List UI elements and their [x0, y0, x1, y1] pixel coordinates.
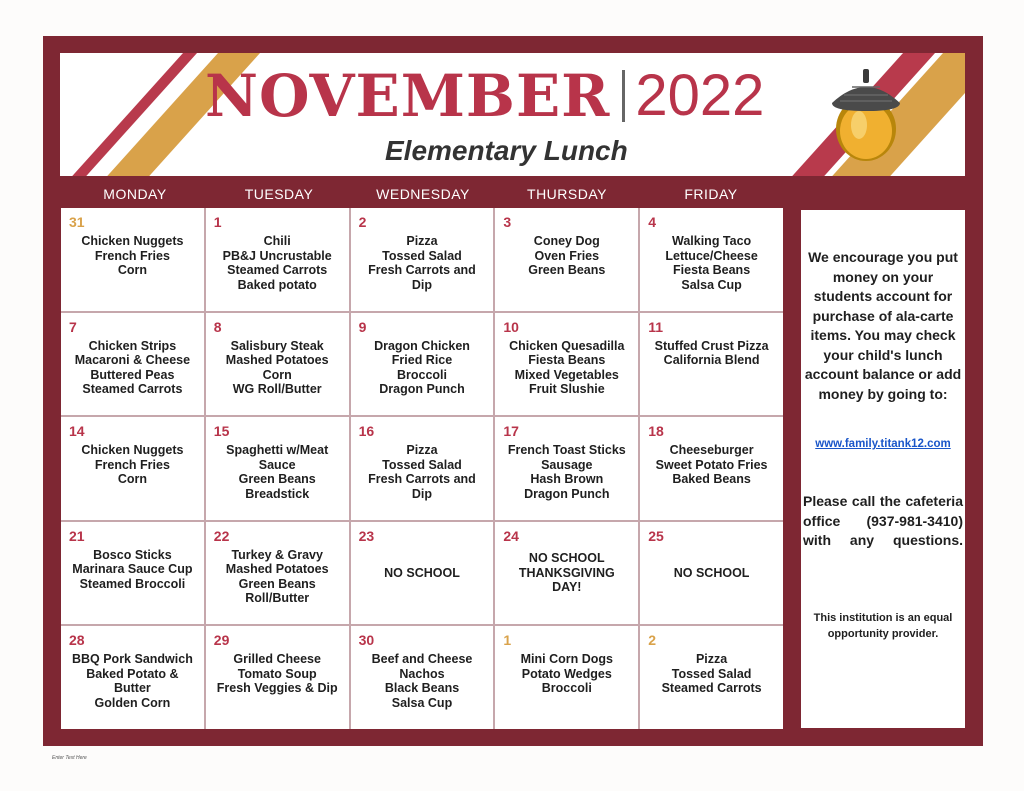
day-number: 18 [648, 423, 664, 440]
menu-item: Fresh Carrots and Dip [368, 472, 476, 501]
menu-item: Chili [263, 234, 291, 248]
weekday-header-thursday: THURSDAY [527, 186, 607, 202]
weekday-header-monday: MONDAY [103, 186, 167, 202]
menu-item: Dragon Punch [379, 382, 465, 397]
day-number: 1 [213, 214, 222, 230]
day-number: 31 [69, 214, 85, 230]
menu-item: French Fries [94, 248, 170, 263]
day-number: 17 [503, 423, 519, 440]
menu-item: Green Beans [238, 472, 316, 487]
info-sidebar [801, 210, 965, 728]
day-number: 1 [503, 632, 512, 649]
title-separator [622, 70, 625, 122]
day-number: 28 [69, 632, 85, 649]
menu-item: Fruit Slushie [528, 382, 605, 397]
menu-item: Baked Potato & Butter [86, 666, 179, 696]
menu-item: Fiesta Beans [528, 353, 606, 368]
menu-item: Golden Corn [94, 695, 171, 710]
day-number: 4 [648, 214, 656, 230]
menu-item: Salisbury Steak [230, 338, 324, 353]
day-number: 2 [358, 214, 367, 230]
menu-item: French Fries [94, 457, 170, 472]
calendar-day-cell [61, 417, 204, 520]
menu-item: Mixed Vegetables [514, 367, 619, 382]
menu-item: Marinara Sauce Cup [72, 562, 193, 577]
calendar-day-cell [206, 313, 349, 416]
menu-item: Baked potato [237, 277, 317, 292]
calendar-day-cell [351, 208, 494, 311]
menu-item: Corn [117, 263, 147, 277]
menu-item: French Toast Sticks [507, 443, 626, 458]
day-number: 11 [648, 318, 663, 335]
menu-item: Steamed Carrots [661, 681, 762, 696]
weekday-header-wednesday: WEDNESDAY [376, 186, 470, 202]
menu-item: Pizza [406, 234, 438, 248]
calendar-day-cell [495, 208, 638, 311]
menu-item: Hash Brown [530, 472, 604, 487]
account-link[interactable]: www.family.titank12.com [815, 438, 951, 450]
calendar-day-cell [640, 313, 783, 416]
menu-item: BBQ Pork Sandwich [71, 652, 193, 667]
menu-item: Baked Beans [672, 472, 751, 487]
calendar-day-cell [351, 522, 494, 625]
menu-item: Mashed Potatoes [225, 562, 329, 577]
menu-item: Dragon Punch [524, 486, 610, 501]
menu-item: Steamed Broccoli [79, 576, 186, 591]
menu-item: Bosco Sticks [93, 547, 172, 562]
day-number: 7 [69, 318, 77, 335]
menu-item: Beef and Cheese Nachos [371, 652, 473, 681]
menu-item: Mashed Potatoes [225, 353, 329, 368]
calendar-day-cell [206, 522, 349, 625]
menu-item: Salsa Cup [681, 277, 742, 292]
menu-item: Salsa Cup [391, 695, 453, 710]
day-number: 25 [648, 527, 664, 544]
menu-item: Pizza [406, 443, 438, 458]
menu-item: Green Beans [528, 263, 606, 277]
calendar-day-cell [206, 417, 349, 520]
menu-item: Sausage [541, 457, 593, 472]
day-number: 8 [213, 318, 222, 335]
menu-item: Corn [262, 367, 292, 382]
day-number: 21 [69, 527, 85, 544]
menu-item: Grilled Cheese [233, 652, 321, 667]
calendar-grid [61, 208, 783, 729]
equal-opportunity-statement: This institution is an equal opportunity provider. [813, 612, 953, 640]
menu-item: Fried Rice [391, 353, 453, 368]
menu-item: Chicken Nuggets [81, 234, 184, 248]
day-number: 16 [358, 423, 375, 440]
calendar-day-cell [61, 626, 204, 729]
menu-item: Dragon Chicken [374, 338, 470, 353]
calendar-day-cell [640, 417, 783, 520]
menu-item: Buttered Peas [90, 367, 175, 382]
menu-item: PB&J Uncrustable [222, 248, 332, 263]
menu-item: Tomato Soup [237, 666, 317, 681]
weekday-header-tuesday: TUESDAY [244, 186, 314, 202]
title-row [205, 62, 765, 130]
menu-item: Chicken Strips [88, 338, 177, 353]
menu-item: Spaghetti w/Meat Sauce [226, 443, 329, 472]
menu-item: NO SCHOOL [384, 565, 460, 580]
menu-item: Broccoli [396, 367, 447, 382]
calendar-day-cell [61, 522, 204, 625]
calendar-day-cell [640, 522, 783, 625]
calendar-day-cell [351, 626, 494, 729]
calendar-day-cell [61, 208, 204, 311]
menu-item: Tossed Salad [382, 248, 462, 263]
menu-item: Steamed Carrots [82, 382, 183, 397]
menu-item: Macaroni & Cheese [74, 353, 191, 368]
menu-item: California Blend [663, 353, 760, 368]
page-subtitle: Elementary Lunch [385, 135, 628, 166]
acorn-icon [826, 67, 906, 167]
calendar-day-cell [495, 626, 638, 729]
menu-item: Pizza [695, 652, 728, 667]
weekday-header-row [63, 180, 783, 208]
day-number: 23 [358, 527, 375, 544]
calendar-day-cell [351, 313, 494, 416]
menu-item: Fresh Carrots and Dip [368, 263, 476, 292]
menu-item: Broccoli [541, 681, 592, 696]
menu-item: Coney Dog [533, 234, 600, 248]
footer-note: Enter Text Here [52, 755, 87, 761]
menu-item: Stuffed Crust Pizza [654, 338, 769, 353]
day-number: 24 [503, 527, 519, 544]
menu-item: Black Beans [384, 681, 460, 696]
menu-item: Mini Corn Dogs [520, 652, 613, 667]
calendar-day-cell [206, 208, 349, 311]
menu-item: Potato Wedges [521, 666, 612, 681]
account-message: We encourage you put money on your students account for purchase of ala-carte items. You may check your child's lunch account balance or add money by going to: [804, 249, 962, 402]
menu-item: Green Beans [238, 576, 316, 591]
calendar-day-cell [351, 417, 494, 520]
menu-item: Oven Fries [534, 248, 600, 263]
menu-item: Lettuce/Cheese [665, 248, 758, 263]
menu-item: Breadstick [245, 486, 310, 501]
calendar-day-cell [495, 417, 638, 520]
month-title: NOVEMBER [205, 62, 611, 130]
menu-item: WG Roll/Butter [232, 382, 322, 397]
contact-message: Please call the cafeteria office (937-981-3410) with any questions. [803, 493, 963, 548]
menu-item: Tossed Salad [671, 666, 752, 681]
day-number: 15 [213, 423, 230, 440]
menu-item: Turkey & Gravy [231, 547, 323, 562]
calendar-day-cell [640, 208, 783, 311]
day-number: 22 [213, 527, 230, 544]
menu-item: Chicken Nuggets [81, 443, 184, 458]
calendar-day-cell [206, 626, 349, 729]
day-number: 9 [358, 318, 367, 335]
day-number: 2 [648, 632, 656, 649]
menu-item: Corn [117, 472, 147, 487]
menu-item: Fiesta Beans [673, 263, 751, 277]
day-number: 30 [358, 632, 375, 649]
calendar-day-cell [495, 313, 638, 416]
menu-item: Cheeseburger [669, 443, 754, 458]
day-number: 29 [213, 632, 230, 649]
day-number: 14 [69, 423, 85, 440]
menu-item: Fresh Veggies & Dip [216, 681, 338, 696]
menu-item: NO SCHOOL THANKSGIVING DAY! [518, 551, 615, 595]
menu-item: Tossed Salad [382, 457, 462, 472]
calendar-day-cell [495, 522, 638, 625]
menu-item: Walking Taco [672, 234, 752, 248]
calendar-day-cell [61, 313, 204, 416]
menu-item: Steamed Carrots [227, 263, 328, 277]
day-number: 10 [503, 318, 519, 335]
day-number: 3 [503, 214, 512, 230]
calendar-day-cell [640, 626, 783, 729]
menu-item: Sweet Potato Fries [655, 457, 768, 472]
weekday-header-friday: FRIDAY [684, 186, 738, 202]
menu-item: NO SCHOOL [673, 565, 750, 580]
menu-item: Chicken Quesadilla [509, 338, 625, 353]
menu-item: Roll/Butter [245, 591, 310, 606]
year-title: 2022 [635, 63, 765, 128]
header-banner [60, 53, 965, 176]
